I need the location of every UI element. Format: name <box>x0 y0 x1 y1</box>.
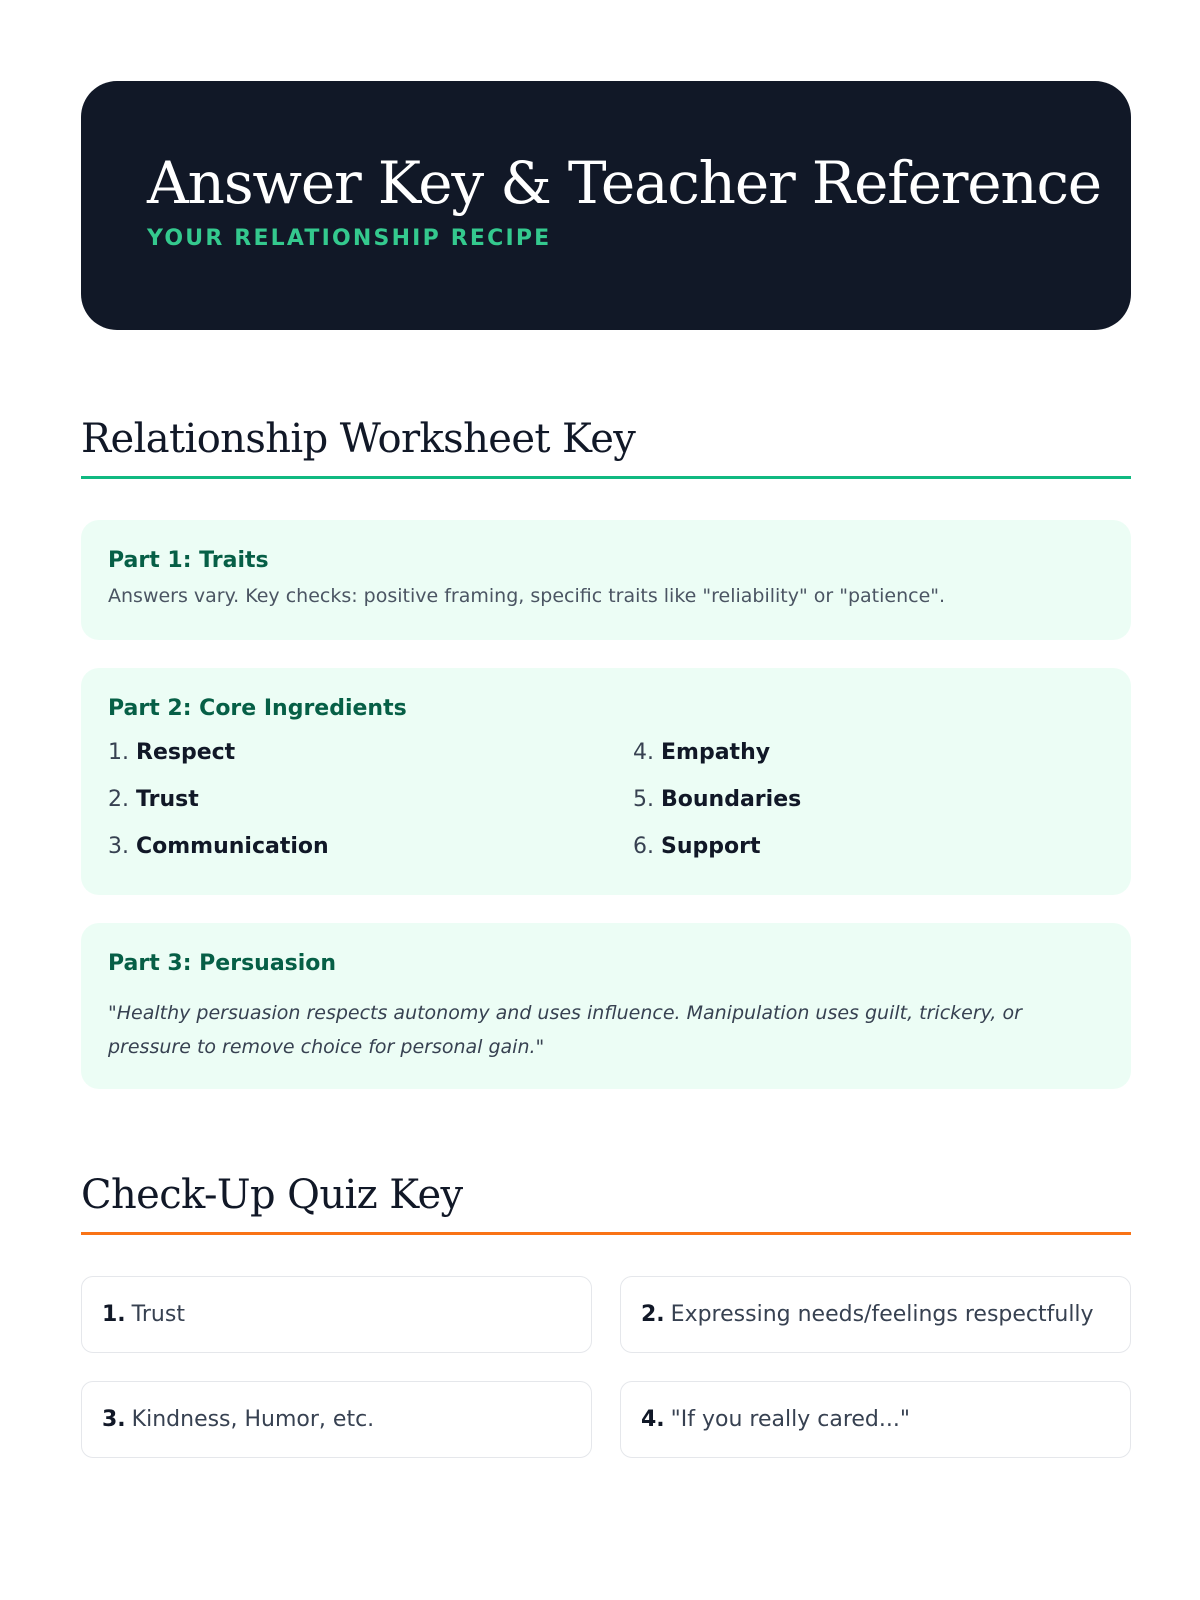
quiz-answer-card <box>81 1381 592 1458</box>
worksheet-key-heading: Relationship Worksheet Key <box>81 416 636 462</box>
quiz-answer-text: Trust <box>131 1302 185 1327</box>
ingredient-item <box>633 786 1053 814</box>
ingredient-number: 5. <box>633 787 654 812</box>
ingredient-name: Empathy <box>661 740 771 765</box>
quiz-answer-text: Kindness, Humor, etc. <box>131 1407 375 1432</box>
ingredients-list <box>108 739 1104 861</box>
quiz-key-section <box>81 1172 1131 1458</box>
part1-text: Answers vary. Key checks: positive framing, specific traits like "reliability" or "patience". <box>108 585 946 607</box>
quiz-answer-text: Expressing needs/feelings respectfully <box>670 1302 1094 1327</box>
quiz-answer-card <box>620 1276 1131 1353</box>
ingredient-number: 2. <box>108 787 129 812</box>
quiz-answer-card <box>81 1276 592 1353</box>
ingredient-name: Trust <box>136 787 199 812</box>
quiz-answers-grid <box>81 1276 1131 1458</box>
quiz-answer-number: 3. <box>102 1407 126 1432</box>
header-banner <box>81 81 1131 330</box>
ingredient-name: Communication <box>136 834 329 859</box>
quiz-answer-number: 4. <box>641 1407 665 1432</box>
worksheet-key-section <box>81 416 1131 1089</box>
part3-title: Part 3: Persuasion <box>108 951 337 976</box>
ingredient-item <box>633 833 1053 861</box>
section-divider <box>81 476 1131 479</box>
page <box>81 81 1131 1458</box>
ingredient-name: Support <box>661 834 761 859</box>
part1-card <box>81 520 1131 640</box>
ingredient-item <box>633 739 1053 767</box>
ingredient-item <box>108 786 633 814</box>
page-subtitle: YOUR RELATIONSHIP RECIPE <box>147 226 552 251</box>
ingredient-number: 6. <box>633 834 654 859</box>
ingredient-name: Respect <box>136 740 236 765</box>
part2-title: Part 2: Core Ingredients <box>108 696 407 721</box>
ingredient-item <box>108 833 633 861</box>
quiz-answer-text: "If you really cared..." <box>670 1407 910 1432</box>
part1-title: Part 1: Traits <box>108 548 269 573</box>
page-title: Answer Key & Teacher Reference <box>147 149 1101 217</box>
part3-card <box>81 923 1131 1089</box>
quiz-answer-card <box>620 1381 1131 1458</box>
section-divider <box>81 1232 1131 1235</box>
quiz-answer-number: 1. <box>102 1302 126 1327</box>
ingredient-number: 1. <box>108 740 129 765</box>
part3-quote: "Healthy persuasion respects autonomy and uses influence. Manipulation uses guilt, trickery, or pressure to remove choice for personal gain." <box>108 1002 1022 1058</box>
ingredient-item <box>108 739 633 767</box>
quiz-key-heading: Check-Up Quiz Key <box>81 1172 463 1218</box>
part2-card <box>81 668 1131 895</box>
ingredient-number: 3. <box>108 834 129 859</box>
ingredient-number: 4. <box>633 740 654 765</box>
quiz-answer-number: 2. <box>641 1302 665 1327</box>
ingredient-name: Boundaries <box>661 787 802 812</box>
